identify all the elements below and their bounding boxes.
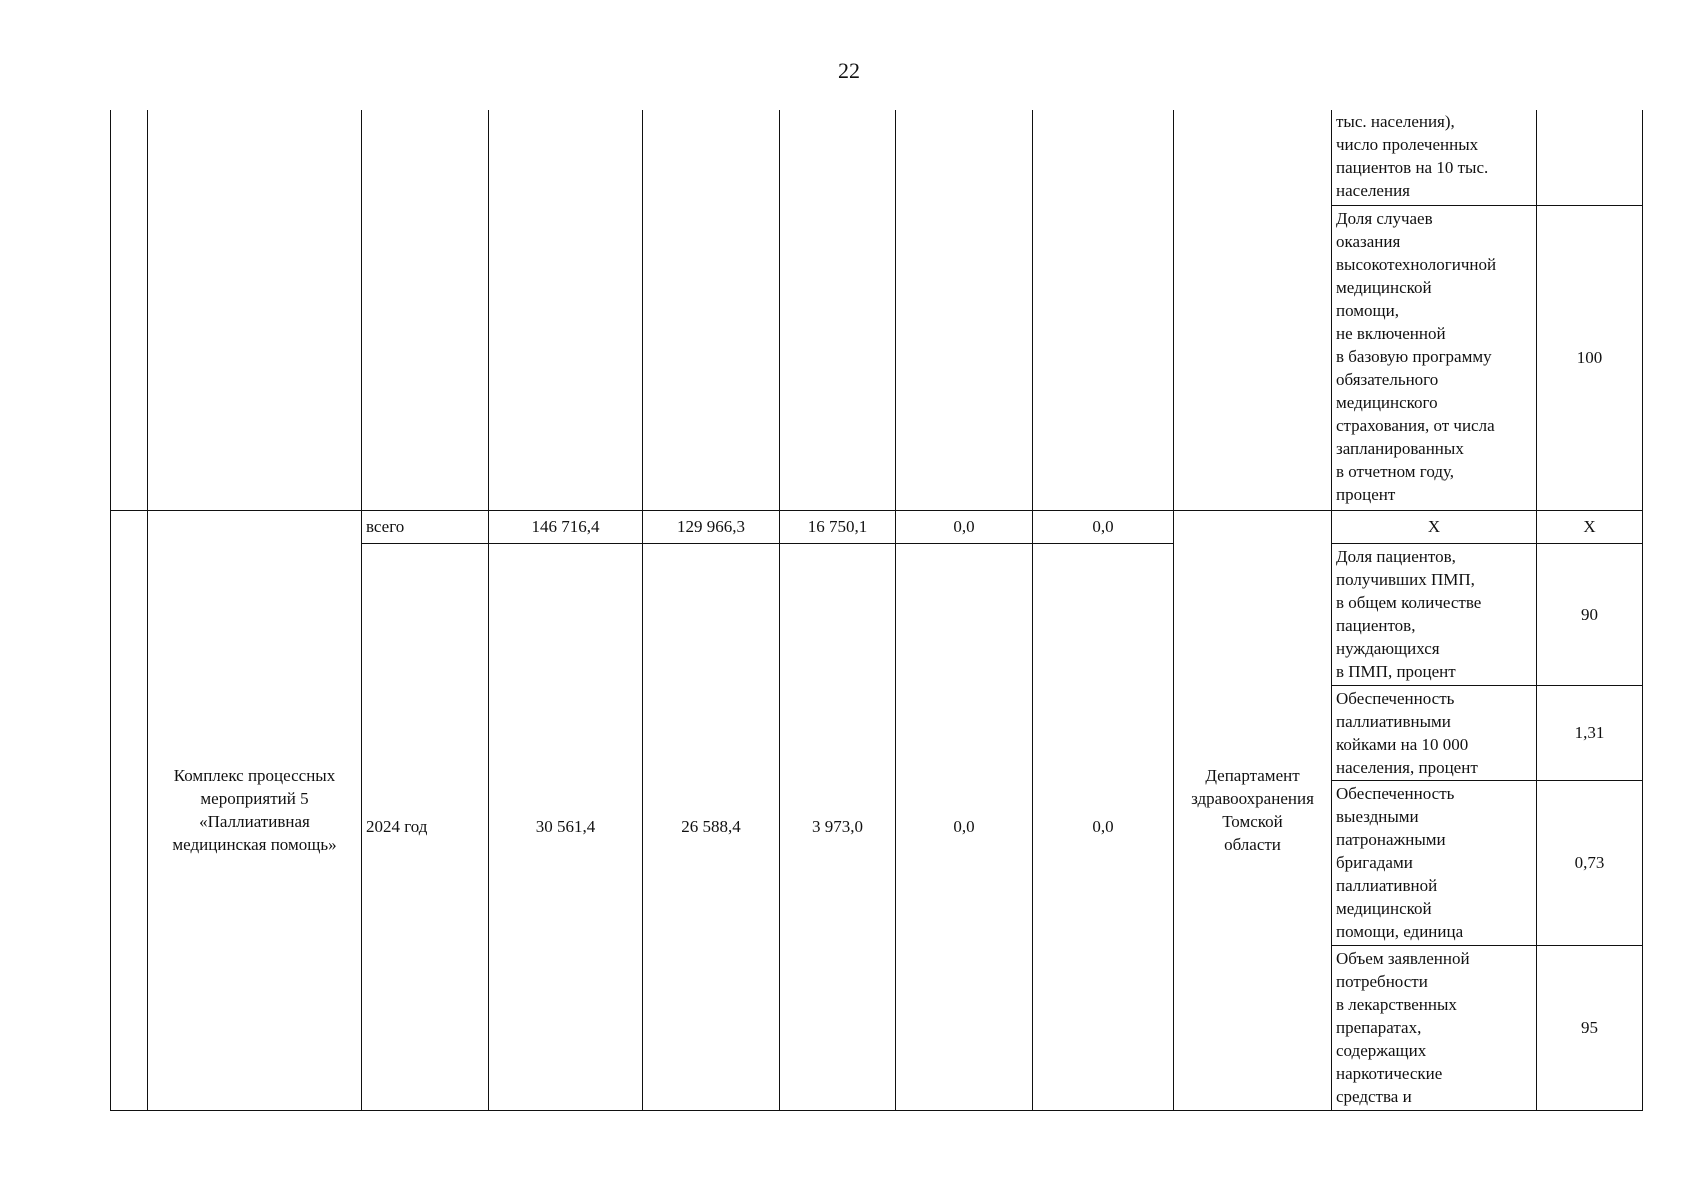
complex-name-line: мероприятий 5 [200,789,309,808]
indicator-line: запланированных [1336,438,1464,458]
indicator-value-cell: 95 [1537,945,1643,1110]
indicator-line: в отчетном году, [1336,461,1455,481]
indicator-line: в общем количестве [1336,592,1482,612]
period-cell: всего [362,510,489,543]
indicator-line: пациентов на 10 тыс. [1336,158,1489,177]
indicator-line: средства и [1336,1086,1412,1106]
indicator-line: патронажными [1336,829,1446,849]
indicator-line: в базовую программу [1336,346,1492,366]
funding-cell: 16 750,1 [780,510,896,543]
indicator-line: выездными [1336,806,1419,826]
indicator-line: бригадами [1336,852,1413,872]
funding-cell [896,110,1033,510]
number-cell [111,110,148,510]
indicator-line: содержащих [1336,1040,1427,1060]
indicator-line: наркотические [1336,1063,1443,1083]
indicator-line: медицинской [1336,898,1432,918]
indicator-line: в лекарственных [1336,994,1457,1014]
indicator-line: страхования, от числа [1336,415,1495,435]
total-cell: 30 561,4 [489,543,643,1110]
funding-cell: 26 588,4 [643,543,780,1110]
indicator-line: нуждающихся [1336,638,1440,658]
number-cell [111,510,148,1110]
indicator-value-cell: 100 [1537,205,1643,510]
complex-name-cell [148,510,362,1110]
indicator-line: Доля пациентов, [1336,546,1456,566]
responsible-line: здравоохранения [1191,789,1314,808]
continuation-row [111,110,1643,205]
indicator-name-cell [1332,780,1537,945]
page-number: 22 [838,58,860,83]
total-cell: 146 716,4 [489,510,643,543]
indicator-line: Объем заявленной [1336,948,1470,968]
indicator-line: потребности [1336,971,1428,991]
funding-cell: 129 966,3 [643,510,780,543]
indicator-line: паллиативными [1336,711,1451,731]
indicator-line: не включенной [1336,323,1446,343]
indicator-name-cell [1332,685,1537,780]
complex-total-row [111,510,1643,543]
indicator-name-cell [1332,110,1537,205]
indicator-line: в ПМП, процент [1336,661,1456,681]
period-cell: 2024 год [362,543,489,1110]
funding-cell: 0,0 [1033,543,1174,1110]
indicator-line: койками на 10 000 [1336,734,1469,754]
indicator-line: помощи, [1336,300,1399,320]
funding-cell [1033,110,1174,510]
responsible-line: области [1224,835,1281,854]
program-table [110,110,1643,1111]
indicator-name-cell [1332,205,1537,510]
indicator-line: паллиативной [1336,875,1438,895]
indicator-line: медицинской [1336,277,1432,297]
indicator-value-cell: 0,73 [1537,780,1643,945]
funding-cell: 3 973,0 [780,543,896,1110]
indicator-line: высокотехнологичной [1336,254,1497,274]
indicator-line: обязательного [1336,369,1439,389]
responsible-line: Департамент [1205,766,1300,785]
complex-name-line: «Паллиативная [199,812,310,831]
indicator-value-cell: 1,31 [1537,685,1643,780]
indicator-line: Обеспеченность [1336,783,1455,803]
indicator-line: помощи, единица [1336,921,1464,941]
indicator-line: процент [1336,484,1396,504]
indicator-line: тыс. населения), [1336,112,1455,131]
indicator-line: пациентов, [1336,615,1416,635]
funding-cell: 0,0 [1033,510,1174,543]
funding-cell [780,110,896,510]
responsible-line: Томской [1222,812,1283,831]
indicator-line: Доля случаев [1336,208,1433,228]
indicator-name-cell [1332,543,1537,685]
indicator-line: населения [1336,181,1410,200]
indicator-line: оказания [1336,231,1401,251]
funding-cell: 0,0 [896,543,1033,1110]
complex-name-line: медицинская помощь» [172,835,337,854]
indicator-value-cell [1537,110,1643,205]
funding-cell: 0,0 [896,510,1033,543]
funding-cell [643,110,780,510]
indicator-value-cell: Х [1537,510,1643,543]
indicator-name-cell: Х [1332,510,1537,543]
name-cell [148,110,362,510]
period-cell [362,110,489,510]
responsible-cell [1174,510,1332,1110]
indicator-value-cell: 90 [1537,543,1643,685]
indicator-line: препаратах, [1336,1017,1422,1037]
indicator-name-cell [1332,945,1537,1110]
indicator-line: медицинского [1336,392,1438,412]
complex-name-line: Комплекс процессных [173,766,336,785]
indicator-line: Обеспеченность [1336,688,1455,708]
indicator-line: получивших ПМП, [1336,569,1475,589]
total-cell [489,110,643,510]
responsible-cell [1174,110,1332,510]
indicator-line: число пролеченных [1336,135,1479,154]
indicator-line: населения, процент [1336,757,1478,777]
